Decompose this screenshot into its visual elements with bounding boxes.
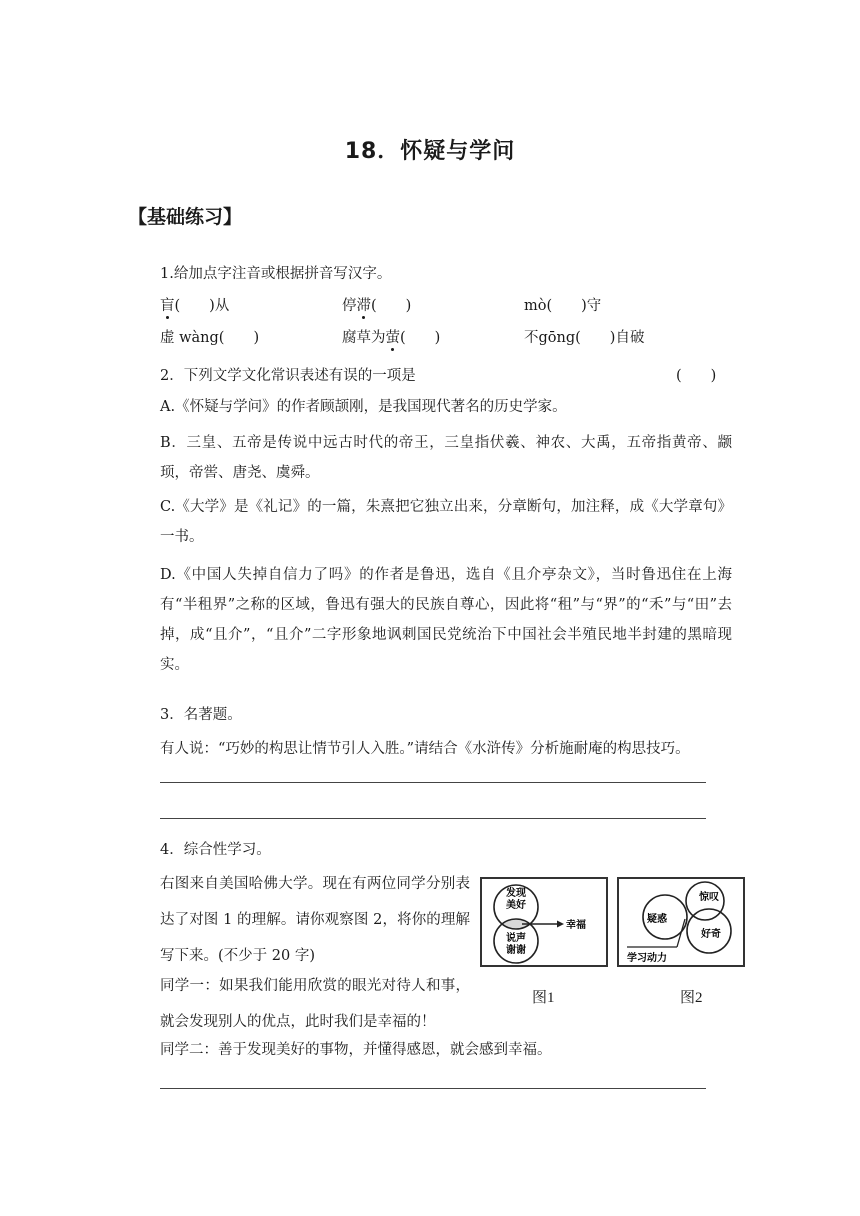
answer-line[interactable] (160, 818, 706, 819)
dotted-char: 萤 (385, 330, 400, 346)
q1-item-5-pre: 腐草为 (342, 330, 386, 346)
student-one-text: 如果我们能用欣赏的眼光对待人和事，就会发现别人的优点，此时我们是幸福的！ (160, 978, 471, 1030)
fig2-pointer-label: 学习动力 (627, 953, 667, 964)
q2-option-b: B．三皇、五帝是传说中远古时代的帝王，三皇指伏羲、神农、大禹，五帝指黄帝、颛顼，帝喾、唐尧、虞舜。 (160, 435, 732, 481)
q4-stem: 4．综合性学习。 (160, 842, 271, 858)
q3-text: 有人说：“巧妙的构思让情节引人入胜。”请结合《水浒传》分析施耐庵的构思技巧。 (160, 741, 690, 757)
q2-answer-paren: ( ) (676, 368, 717, 384)
dotted-char: 滞 (356, 298, 371, 314)
page-title: 18．怀疑与学问 (344, 139, 516, 164)
arrow-head-icon (557, 921, 564, 928)
pointer-line (677, 919, 685, 947)
fig2-left-label: 疑惑 (647, 914, 667, 925)
q1-item-4: 虚 wàng( ) (160, 330, 260, 346)
student-one-label: 同学一： (160, 978, 220, 994)
student-two-text: 善于发现美好的事物，并懂得感恩，就会感到幸福。 (218, 1042, 552, 1058)
q2-option-d: D.《中国人失掉自信力了吗》的作者是鲁迅，选自《且介亭杂文》，当时鲁迅住在上海有“半租界”之称的区域，鲁迅有强大的民族自尊心，因此将“租”与“界”的“禾”与“田”去掉，成“且介”，“且介”二字形象地讽刺国民党统治下中国社会半殖民地半封建的黑暗现实。 (160, 567, 732, 673)
student-two-label: 同学二： (160, 1042, 218, 1058)
q1-item-5 (342, 326, 440, 347)
q4-text: 右图来自美国哈佛大学。现在有两位同学分别表达了对图 1 的理解。请你观察图 2，将你的理解写下来。(不少于 20 字) (160, 876, 470, 964)
q1-stem: 1.给加点字注音或根据拼音写汉字。 (160, 266, 392, 282)
q1-item-2-rest: ( ) (371, 298, 412, 314)
q1-item-1 (160, 294, 229, 315)
q1-item-2 (342, 294, 411, 315)
fig1-top-line1: 发现 (506, 888, 526, 899)
q2-option-a: A.《怀疑与学问》的作者顾颉刚，是我国现代著名的历史学家。 (160, 399, 567, 415)
dotted-char: 盲 (160, 298, 175, 314)
q1-item-5-rest: ( ) (400, 330, 441, 346)
answer-line[interactable] (160, 782, 706, 783)
q1-item-6: 不gōng( )自破 (524, 330, 645, 346)
answer-line[interactable] (160, 1088, 706, 1089)
fig2-top-right-label: 惊叹 (699, 892, 719, 903)
q4-student-one (160, 968, 470, 1040)
figure-1-caption: 图1 (532, 990, 555, 1006)
fig1-bottom-line2: 谢谢 (506, 945, 526, 956)
q3-stem: 3．名著题。 (160, 707, 242, 723)
figure-1 (480, 877, 608, 967)
fig1-bottom-line1: 说声 (506, 933, 526, 944)
fig1-arrow-label: 幸福 (566, 920, 586, 931)
fig2-bottom-right-label: 好奇 (701, 929, 721, 940)
section-heading: 【基础练习】 (128, 206, 243, 228)
q2-stem: 2．下列文学文化常识表述有误的一项是 (160, 368, 416, 384)
figure-2 (617, 877, 745, 967)
figure-2-caption: 图2 (680, 990, 703, 1006)
q4-student-two (160, 1038, 552, 1059)
q1-item-3: mò( )守 (524, 298, 602, 314)
q1-item-1-rest: ( )从 (174, 298, 230, 314)
q1-item-2-pre: 停 (342, 298, 357, 314)
q2-option-c: C.《大学》是《礼记》的一篇，朱熹把它独立出来，分章断句，加注释，成《大学章句》一书。 (160, 499, 732, 545)
fig1-top-line2: 美好 (506, 900, 526, 911)
